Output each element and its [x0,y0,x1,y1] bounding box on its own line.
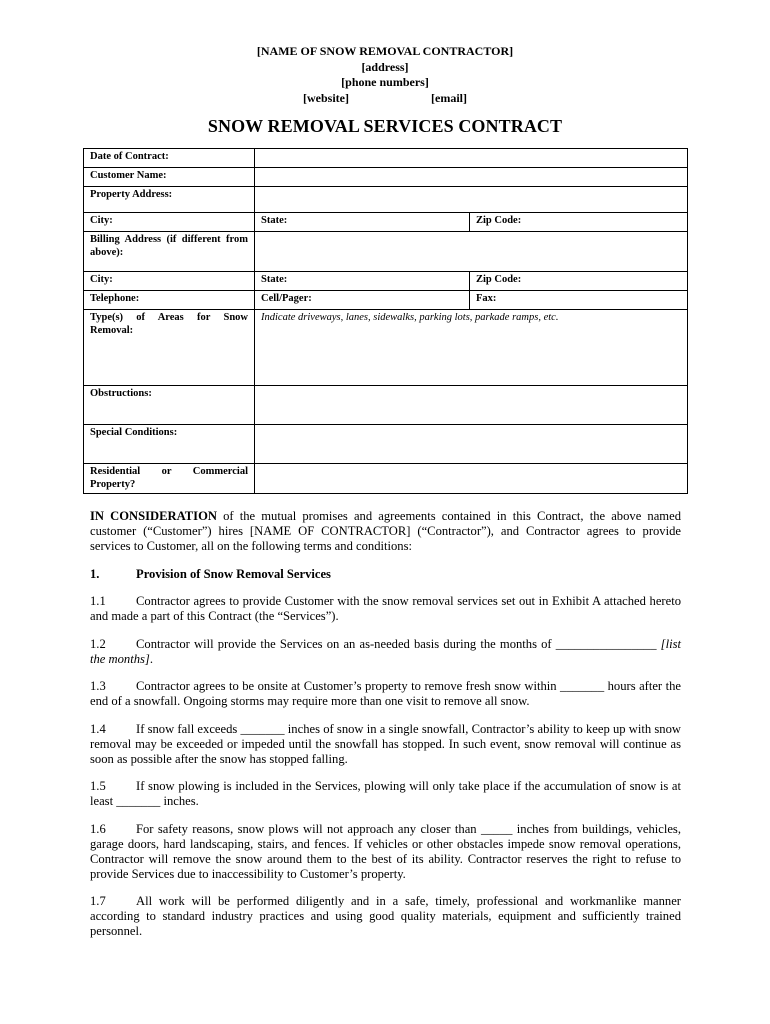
area-types-label: Type(s) of Areas for Snow Removal: [84,310,255,386]
fax-label: Fax: [476,293,497,304]
contract-info-table [83,148,688,494]
contract-body [90,509,681,952]
web-email-row [0,91,770,107]
property-address-label: Property Address: [84,187,255,213]
property-address-field[interactable] [255,187,688,213]
letterhead [0,44,770,106]
special-conditions-label: Special Conditions: [84,425,255,464]
obstructions-field[interactable] [255,386,688,425]
zip-label: Zip Code: [476,215,522,226]
document-title: SNOW REMOVAL SERVICES CONTRACT [207,116,563,136]
contractor-phone: [phone numbers] [341,75,429,89]
contractor-address: [address] [361,59,409,74]
property-type-label: Residential or Commercial Property? [84,464,255,494]
intro-paragraph: IN CONSIDERATION of the mutual promises and agreements contained in this Contract, the above named customer (“Customer”) hires [NAME OF CONTRACTOR] (“Contractor”), and Contractor agrees to provide services to Customer, all on the following terms and conditions: [90,509,681,553]
state-label: State: [261,215,288,226]
billing-address-field[interactable] [255,232,688,272]
clause-1-6: 1.6 For safety reasons, snow plows will not approach any closer than _____ inches from buildings, vehicles, garage doors, hard landscaping, stairs, and fences. If vehicles or other obstacles impede snow removal operations, Contractor will remove the snow around them to the best of its ability. Contractor reserves the right to refuse to provide Services due to inaccessibility to Customer’s property. [90,821,681,881]
contractor-website: [website] [303,90,349,105]
obstructions-label: Obstructions: [84,386,255,425]
billing-zip-label: Zip Code: [476,274,522,285]
cell-field[interactable] [255,291,470,310]
clause-1-4: 1.4 If snow fall exceeds _______ inches of snow in a single snowfall, Contractor’s ability to keep up with snow removal may be exceeded or impeded until the snowfall has stopped. In such event, snow removal will continue as soon as possible after the snow has stopped falling. [90,721,681,766]
billing-zip-field[interactable] [470,272,688,291]
property-type-field[interactable] [255,464,688,494]
fax-field[interactable] [470,291,688,310]
clause-1-5: 1.5 If snow plowing is included in the Services, plowing will only take place if the accumulation of snow is at least _______ inches. [90,779,681,808]
customer-name-label: Customer Name: [84,168,255,187]
billing-address-label: Billing Address (if different from above): [84,232,255,272]
billing-state-field[interactable] [255,272,470,291]
date-label: Date of Contract: [84,149,255,168]
telephone-label: Telephone: [84,291,255,310]
date-field[interactable] [255,149,688,168]
section-1-heading: 1. Provision of Snow Removal Services [90,566,331,581]
cell-label: Cell/Pager: [261,293,312,304]
state-field[interactable] [255,213,470,232]
area-types-field[interactable]: Indicate driveways, lanes, sidewalks, parking lots, parkade ramps, etc. [255,310,688,386]
city-label: City: [84,213,255,232]
customer-name-field[interactable] [255,168,688,187]
contractor-name: [NAME OF SNOW REMOVAL CONTRACTOR] [256,44,514,58]
special-conditions-field[interactable] [255,425,688,464]
zip-field[interactable] [470,213,688,232]
clause-1-2: 1.2 Contractor will provide the Services on an as-needed basis during the months of ________________ [list the months]. [90,636,681,666]
billing-state-label: State: [261,274,288,285]
clause-1-1: 1.1 Contractor agrees to provide Customer with the snow removal services set out in Exhibit A attached hereto and made a part of this Contract (the “Services”). [90,594,681,623]
clause-1-7: 1.7 All work will be performed diligently and in a safe, timely, professional and workmanlike manner according to standard industry practices and using good quality materials, equipment and sufficiently trained personnel. [90,894,681,938]
billing-city-label: City: [84,272,255,291]
contractor-email: [email] [431,90,467,105]
clause-1-3: 1.3 Contractor agrees to be onsite at Customer’s property to remove fresh snow within _______ hours after the end of a snowfall. Ongoing storms may require more than one visit to remove all snow. [90,679,681,708]
